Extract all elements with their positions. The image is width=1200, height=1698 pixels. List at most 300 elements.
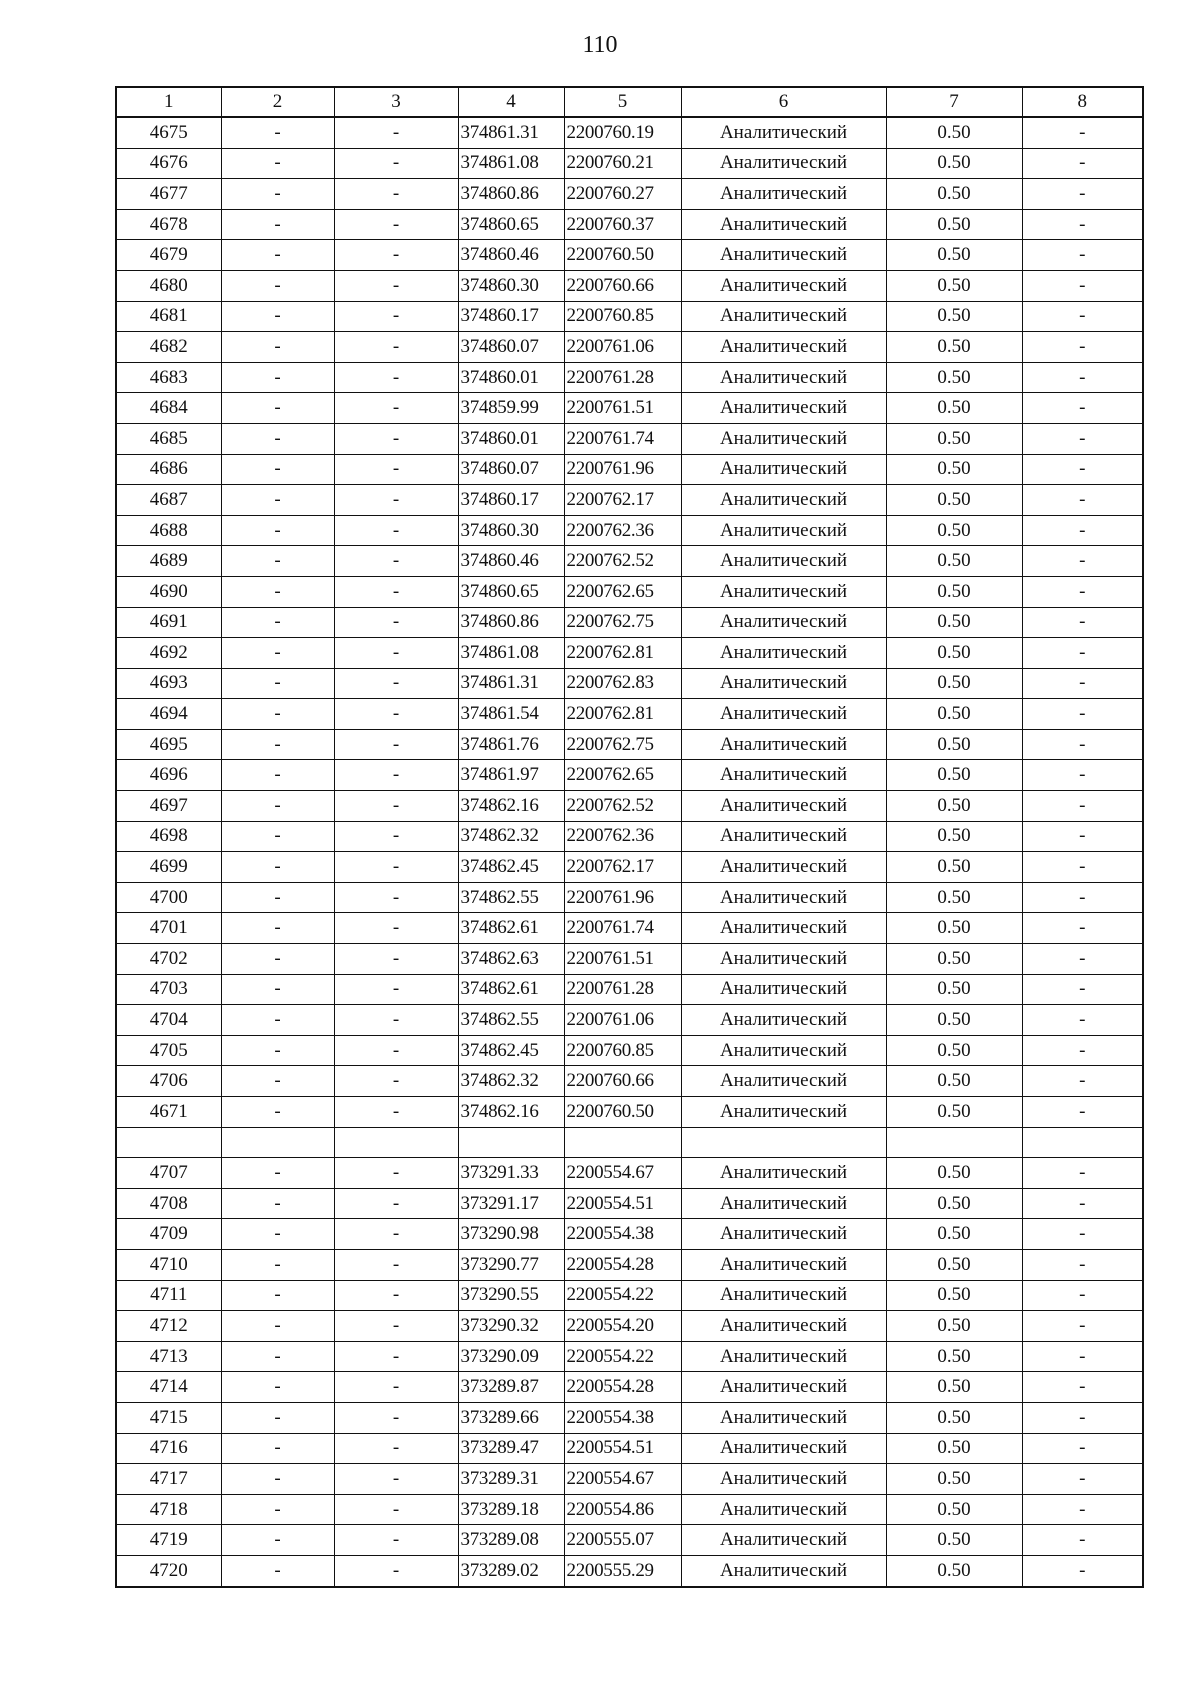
cell-col-2: - [221,1035,334,1066]
table-row [116,485,1143,516]
cell-accuracy: 0.50 [886,1555,1022,1586]
cell-accuracy: 0.50 [886,301,1022,332]
cell-col-2: - [221,944,334,975]
cell-accuracy: 0.50 [886,1494,1022,1525]
cell-method: Аналитический [681,852,886,883]
column-header-2: 2 [221,87,334,117]
cell-col-2: - [221,1311,334,1342]
cell-method: Аналитический [681,148,886,179]
cell-col-2: - [221,546,334,577]
cell-point-number: 4694 [116,699,221,730]
cell-col-8: - [1022,576,1143,607]
cell-col-3: - [334,1188,458,1219]
cell-col-8: - [1022,209,1143,240]
cell-col-8: - [1022,332,1143,363]
cell-method: Аналитический [681,729,886,760]
cell-coord-y: 2200554.51 [564,1433,681,1464]
cell-coord-y: 2200554.28 [564,1372,681,1403]
cell-method: Аналитический [681,423,886,454]
cell-col-2: - [221,607,334,638]
cell-method: Аналитический [681,179,886,210]
cell-method: Аналитический [681,1066,886,1097]
cell-point-number: 4671 [116,1097,221,1128]
cell-coord-x: 374861.97 [458,760,564,791]
cell-coord-x: 373291.33 [458,1158,564,1189]
table-row [116,423,1143,454]
cell-col-3: - [334,729,458,760]
cell-method: Аналитический [681,362,886,393]
cell-method: Аналитический [681,1311,886,1342]
cell-accuracy: 0.50 [886,638,1022,669]
cell-col-3: - [334,301,458,332]
cell-col-2: - [221,270,334,301]
cell-coord-x: 373289.02 [458,1555,564,1586]
table-row [116,209,1143,240]
cell-coord-y: 2200760.27 [564,179,681,210]
cell-coord-y [564,1127,681,1158]
cell-col-8: - [1022,791,1143,822]
cell-method: Аналитический [681,1341,886,1372]
cell-col-8: - [1022,270,1143,301]
cell-col-8: - [1022,1219,1143,1250]
cell-point-number: 4676 [116,148,221,179]
column-header-3: 3 [334,87,458,117]
table-row [116,699,1143,730]
table-row [116,1219,1143,1250]
table-row [116,852,1143,883]
cell-coord-x: 374861.76 [458,729,564,760]
cell-col-2: - [221,209,334,240]
table-row [116,117,1143,148]
cell-point-number: 4702 [116,944,221,975]
cell-coord-x: 373289.87 [458,1372,564,1403]
cell-coord-y: 2200762.83 [564,668,681,699]
cell-accuracy: 0.50 [886,1188,1022,1219]
table-row [116,668,1143,699]
cell-col-3: - [334,1097,458,1128]
cell-accuracy: 0.50 [886,1402,1022,1433]
cell-col-2: - [221,974,334,1005]
cell-accuracy: 0.50 [886,1464,1022,1495]
cell-coord-x: 373290.32 [458,1311,564,1342]
cell-accuracy: 0.50 [886,576,1022,607]
cell-col-8: - [1022,393,1143,424]
table-row [116,729,1143,760]
cell-accuracy: 0.50 [886,117,1022,148]
cell-method: Аналитический [681,791,886,822]
cell-coord-y: 2200555.07 [564,1525,681,1556]
cell-col-8: - [1022,1494,1143,1525]
cell-col-3: - [334,852,458,883]
cell-coord-y: 2200761.96 [564,454,681,485]
cell-col-3: - [334,607,458,638]
cell-col-2: - [221,1066,334,1097]
cell-coord-y: 2200555.29 [564,1555,681,1586]
cell-accuracy: 0.50 [886,1341,1022,1372]
cell-coord-y: 2200762.36 [564,515,681,546]
table-row [116,393,1143,424]
cell-coord-y: 2200762.65 [564,760,681,791]
cell-accuracy: 0.50 [886,1372,1022,1403]
cell-col-2: - [221,791,334,822]
cell-coord-y: 2200761.51 [564,393,681,424]
cell-col-3: - [334,1158,458,1189]
table-row [116,1035,1143,1066]
cell-coord-y: 2200760.37 [564,209,681,240]
cell-col-8: - [1022,454,1143,485]
table-row [116,1494,1143,1525]
cell-method: Аналитический [681,760,886,791]
cell-point-number: 4703 [116,974,221,1005]
cell-point-number: 4693 [116,668,221,699]
cell-point-number: 4716 [116,1433,221,1464]
cell-col-3: - [334,148,458,179]
cell-point-number: 4682 [116,332,221,363]
table-row [116,1005,1143,1036]
cell-col-3: - [334,576,458,607]
cell-accuracy: 0.50 [886,913,1022,944]
cell-coord-x: 374862.55 [458,882,564,913]
cell-method: Аналитический [681,1525,886,1556]
cell-coord-y: 2200554.28 [564,1249,681,1280]
cell-point-number: 4675 [116,117,221,148]
cell-col-8: - [1022,179,1143,210]
cell-col-3: - [334,362,458,393]
cell-col-2 [221,1127,334,1158]
cell-coord-x [458,1127,564,1158]
cell-method: Аналитический [681,1372,886,1403]
cell-col-3: - [334,699,458,730]
cell-method: Аналитический [681,1555,886,1586]
cell-method: Аналитический [681,1280,886,1311]
cell-accuracy: 0.50 [886,270,1022,301]
cell-coord-x: 373290.09 [458,1341,564,1372]
cell-point-number: 4720 [116,1555,221,1586]
cell-col-2: - [221,1188,334,1219]
cell-col-3: - [334,1219,458,1250]
cell-accuracy: 0.50 [886,1035,1022,1066]
cell-coord-x: 374861.08 [458,638,564,669]
cell-col-8: - [1022,423,1143,454]
cell-col-8: - [1022,117,1143,148]
cell-coord-x: 374862.61 [458,913,564,944]
cell-col-2: - [221,1464,334,1495]
cell-coord-x: 373289.66 [458,1402,564,1433]
table-row [116,1097,1143,1128]
cell-coord-y: 2200554.86 [564,1494,681,1525]
table-row [116,638,1143,669]
cell-accuracy: 0.50 [886,423,1022,454]
cell-col-2: - [221,699,334,730]
cell-method: Аналитический [681,913,886,944]
cell-method: Аналитический [681,515,886,546]
cell-method: Аналитический [681,1249,886,1280]
cell-col-3: - [334,638,458,669]
cell-point-number: 4695 [116,729,221,760]
cell-point-number: 4681 [116,301,221,332]
cell-col-2: - [221,117,334,148]
cell-method: Аналитический [681,1219,886,1250]
cell-col-8: - [1022,515,1143,546]
cell-point-number: 4707 [116,1158,221,1189]
cell-accuracy: 0.50 [886,699,1022,730]
cell-coord-y: 2200762.17 [564,485,681,516]
cell-point-number: 4705 [116,1035,221,1066]
cell-accuracy: 0.50 [886,515,1022,546]
table-row [116,301,1143,332]
cell-col-2: - [221,301,334,332]
cell-col-3: - [334,944,458,975]
coordinates-table [115,86,1144,1588]
cell-col-8: - [1022,1005,1143,1036]
cell-col-8: - [1022,1097,1143,1128]
cell-accuracy: 0.50 [886,974,1022,1005]
table-row [116,821,1143,852]
cell-col-2: - [221,1525,334,1556]
cell-coord-y: 2200762.75 [564,607,681,638]
cell-col-3: - [334,1249,458,1280]
cell-method: Аналитический [681,1158,886,1189]
table-row [116,332,1143,363]
cell-point-number: 4710 [116,1249,221,1280]
table-row [116,1249,1143,1280]
cell-coord-y: 2200762.81 [564,699,681,730]
cell-col-2: - [221,1005,334,1036]
table-row [116,1280,1143,1311]
cell-coord-x: 374860.86 [458,179,564,210]
cell-accuracy: 0.50 [886,1097,1022,1128]
cell-accuracy: 0.50 [886,1158,1022,1189]
table-row [116,1311,1143,1342]
table-row [116,148,1143,179]
cell-point-number: 4688 [116,515,221,546]
cell-coord-y: 2200761.74 [564,913,681,944]
cell-method: Аналитический [681,270,886,301]
cell-col-2: - [221,1249,334,1280]
cell-col-3: - [334,1341,458,1372]
cell-point-number [116,1127,221,1158]
cell-accuracy: 0.50 [886,1066,1022,1097]
cell-point-number: 4709 [116,1219,221,1250]
cell-col-2: - [221,852,334,883]
cell-col-2: - [221,454,334,485]
cell-coord-y: 2200554.38 [564,1402,681,1433]
cell-col-8: - [1022,638,1143,669]
cell-col-8: - [1022,240,1143,271]
cell-coord-x: 374860.46 [458,240,564,271]
cell-accuracy: 0.50 [886,791,1022,822]
cell-coord-x: 374862.63 [458,944,564,975]
cell-col-2: - [221,821,334,852]
cell-point-number: 4696 [116,760,221,791]
cell-coord-x: 374860.17 [458,301,564,332]
cell-col-8: - [1022,1464,1143,1495]
cell-coord-x: 374860.46 [458,546,564,577]
cell-coord-x: 373289.47 [458,1433,564,1464]
cell-col-3: - [334,393,458,424]
table-row [116,760,1143,791]
cell-coord-x: 374862.55 [458,1005,564,1036]
cell-coord-y: 2200760.85 [564,301,681,332]
table-row [116,913,1143,944]
cell-coord-x: 373290.77 [458,1249,564,1280]
table-row [116,270,1143,301]
cell-col-3: - [334,668,458,699]
cell-method: Аналитический [681,821,886,852]
cell-coord-x: 374861.54 [458,699,564,730]
cell-col-3: - [334,117,458,148]
cell-point-number: 4679 [116,240,221,271]
cell-coord-y: 2200760.19 [564,117,681,148]
cell-col-8: - [1022,668,1143,699]
cell-point-number: 4712 [116,1311,221,1342]
cell-col-8: - [1022,913,1143,944]
cell-method: Аналитический [681,240,886,271]
column-header-7: 7 [886,87,1022,117]
cell-accuracy: 0.50 [886,944,1022,975]
table-row [116,974,1143,1005]
cell-col-2: - [221,638,334,669]
cell-col-3: - [334,546,458,577]
cell-point-number: 4677 [116,179,221,210]
cell-method: Аналитический [681,607,886,638]
cell-col-2: - [221,1158,334,1189]
cell-coord-y: 2200554.22 [564,1341,681,1372]
cell-accuracy: 0.50 [886,332,1022,363]
cell-col-8: - [1022,760,1143,791]
cell-col-2: - [221,423,334,454]
cell-col-3: - [334,1311,458,1342]
cell-point-number: 4680 [116,270,221,301]
cell-col-2: - [221,1280,334,1311]
cell-accuracy: 0.50 [886,1249,1022,1280]
cell-col-8: - [1022,1035,1143,1066]
cell-coord-x: 374860.30 [458,270,564,301]
cell-method: Аналитический [681,668,886,699]
cell-coord-x: 374860.01 [458,362,564,393]
cell-col-2: - [221,332,334,363]
cell-point-number: 4719 [116,1525,221,1556]
column-header-8: 8 [1022,87,1143,117]
cell-coord-y: 2200760.66 [564,270,681,301]
cell-coord-y: 2200761.74 [564,423,681,454]
cell-point-number: 4708 [116,1188,221,1219]
cell-point-number: 4692 [116,638,221,669]
cell-col-8: - [1022,148,1143,179]
cell-point-number: 4715 [116,1402,221,1433]
cell-point-number: 4706 [116,1066,221,1097]
cell-coord-y: 2200762.52 [564,546,681,577]
cell-coord-x: 374862.16 [458,1097,564,1128]
table-row [116,1127,1143,1158]
cell-col-8: - [1022,1280,1143,1311]
cell-col-3: - [334,1035,458,1066]
cell-method: Аналитический [681,1097,886,1128]
cell-method: Аналитический [681,699,886,730]
cell-coord-x: 374860.07 [458,332,564,363]
cell-point-number: 4699 [116,852,221,883]
column-header-6: 6 [681,87,886,117]
cell-col-3: - [334,1066,458,1097]
cell-point-number: 4690 [116,576,221,607]
cell-coord-y: 2200760.66 [564,1066,681,1097]
column-header-5: 5 [564,87,681,117]
cell-point-number: 4684 [116,393,221,424]
cell-col-2: - [221,1402,334,1433]
cell-method: Аналитический [681,546,886,577]
table-row [116,1555,1143,1586]
cell-method: Аналитический [681,454,886,485]
cell-point-number: 4689 [116,546,221,577]
cell-col-8: - [1022,1158,1143,1189]
cell-col-8: - [1022,852,1143,883]
table-row [116,1158,1143,1189]
table-header-row [116,87,1143,117]
table-row [116,1525,1143,1556]
cell-coord-y: 2200760.21 [564,148,681,179]
column-header-1: 1 [116,87,221,117]
cell-col-2: - [221,240,334,271]
cell-method: Аналитический [681,301,886,332]
cell-accuracy: 0.50 [886,1311,1022,1342]
cell-col-3: - [334,882,458,913]
cell-col-8: - [1022,546,1143,577]
cell-point-number: 4700 [116,882,221,913]
cell-col-3 [334,1127,458,1158]
table-row [116,1188,1143,1219]
cell-point-number: 4711 [116,1280,221,1311]
cell-coord-x: 374860.07 [458,454,564,485]
cell-col-2: - [221,1433,334,1464]
cell-coord-x: 373291.17 [458,1188,564,1219]
cell-accuracy: 0.50 [886,852,1022,883]
cell-coord-y: 2200760.50 [564,240,681,271]
cell-coord-x: 374862.16 [458,791,564,822]
cell-coord-y: 2200761.06 [564,1005,681,1036]
cell-accuracy: 0.50 [886,1433,1022,1464]
cell-point-number: 4698 [116,821,221,852]
cell-coord-y: 2200554.22 [564,1280,681,1311]
cell-col-3: - [334,791,458,822]
cell-method: Аналитический [681,576,886,607]
cell-col-3: - [334,485,458,516]
cell-coord-x: 374861.31 [458,668,564,699]
cell-coord-x: 374862.32 [458,821,564,852]
cell-coord-x: 374862.32 [458,1066,564,1097]
cell-col-3: - [334,332,458,363]
cell-col-8 [1022,1127,1143,1158]
cell-col-3: - [334,515,458,546]
cell-accuracy: 0.50 [886,882,1022,913]
cell-coord-y: 2200554.20 [564,1311,681,1342]
cell-coord-y: 2200761.28 [564,362,681,393]
cell-coord-x: 374860.17 [458,485,564,516]
cell-col-2: - [221,179,334,210]
cell-col-8: - [1022,1555,1143,1586]
cell-coord-x: 373289.18 [458,1494,564,1525]
cell-coord-x: 374862.45 [458,1035,564,1066]
cell-col-3: - [334,1005,458,1036]
cell-col-2: - [221,1219,334,1250]
table-row [116,1341,1143,1372]
cell-point-number: 4704 [116,1005,221,1036]
cell-point-number: 4683 [116,362,221,393]
cell-coord-y: 2200760.85 [564,1035,681,1066]
cell-accuracy: 0.50 [886,485,1022,516]
cell-point-number: 4691 [116,607,221,638]
cell-col-3: - [334,1372,458,1403]
cell-col-3: - [334,1555,458,1586]
